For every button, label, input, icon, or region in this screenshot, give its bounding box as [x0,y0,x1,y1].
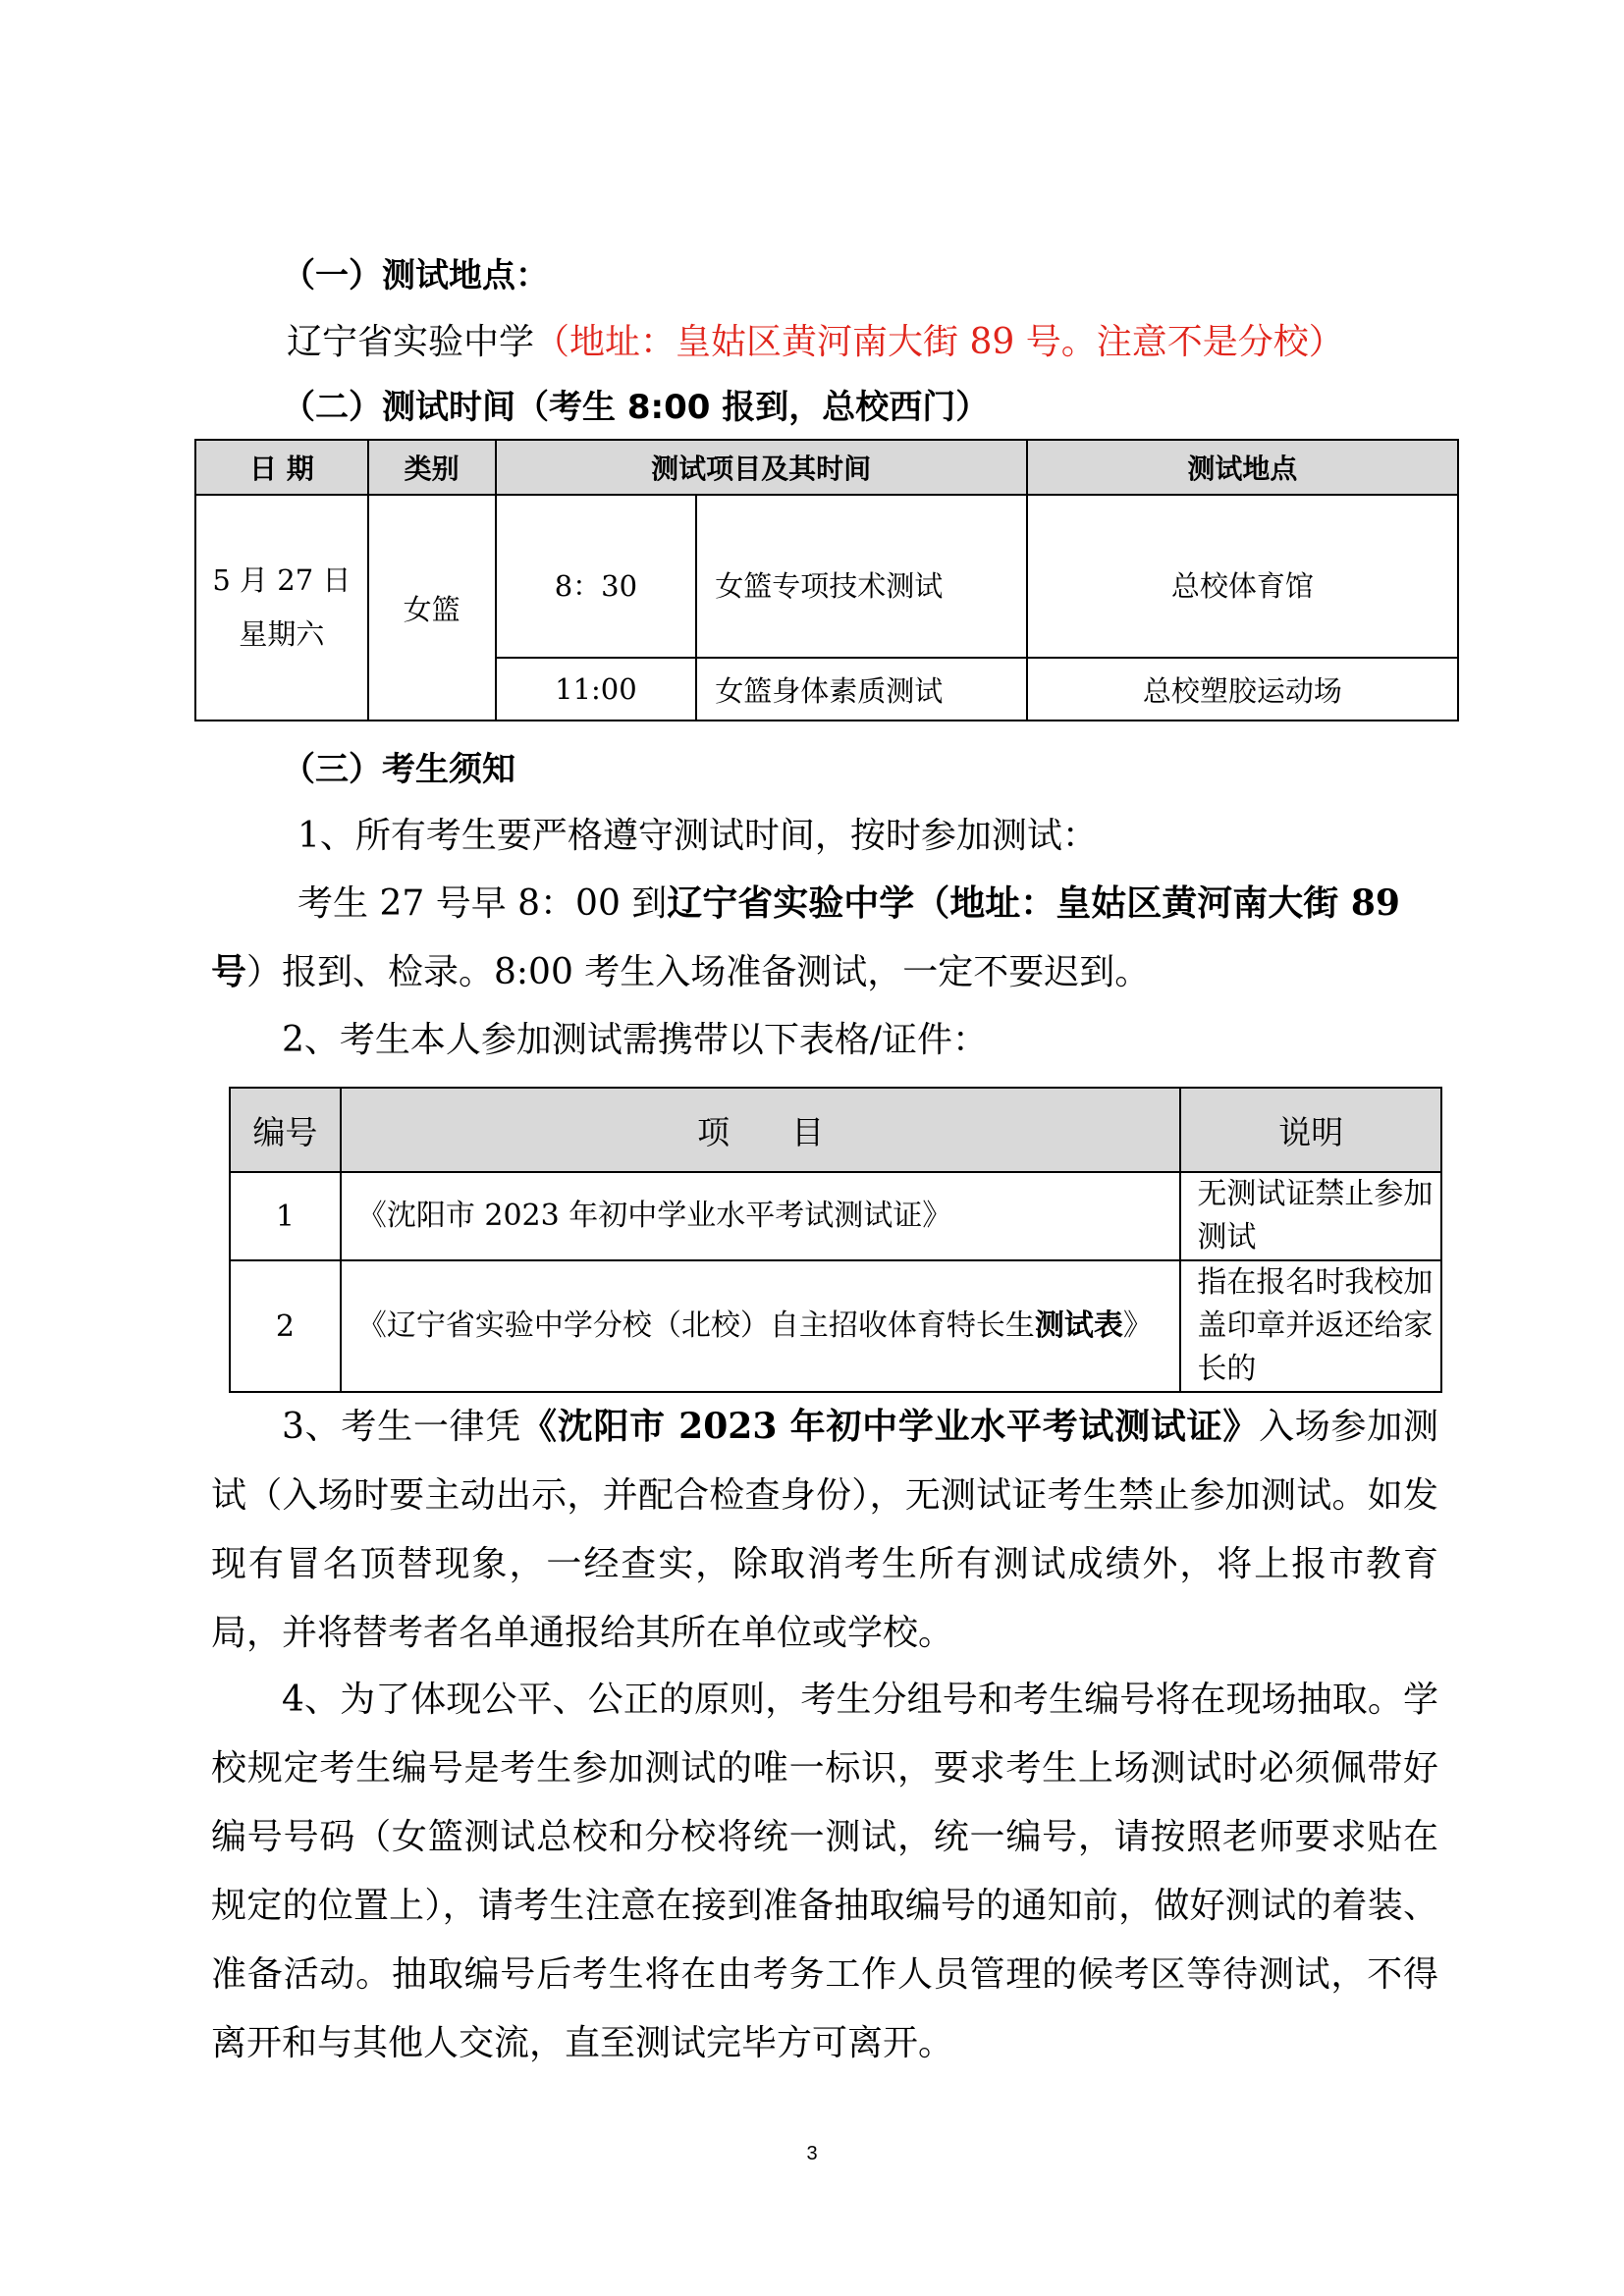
notice-3-certificate: 《沈阳市 2023 年初中学业水平考试测试证》 [521,1406,1260,1447]
documents-table [229,1087,1442,1393]
docs-header-row [230,1088,1441,1172]
docs-item: 《沈阳市 2023 年初中学业水平考试测试证》 [341,1172,1181,1260]
docs-item-text: 《辽宁省实验中学分校（北校）自主招收体育特长生 [356,1308,1035,1343]
docs-note: 无测试证禁止参加测试 [1180,1172,1441,1260]
table-row [230,1172,1441,1260]
docs-header-note: 说明 [1180,1088,1441,1172]
schedule-table [194,439,1459,721]
schedule-date: 5 月 27 日 [212,563,352,597]
notice-4-body: 4、为了体现公平、公正的原则，考生分组号和考生编号将在现场抽取。学校规定考生编号是考生参加测试的唯一标识，要求考生上场测试时必须佩带好编号号码（女篮测试总校和分校将统一测试，统一编号，请按照老师要求贴在规定的位置上），请考生注意在接到准备抽取编号的通知前，做好测试的着装、准备活动。抽取编号后考生将在由考务工作人员管理的候考区等待测试，不得离开和与其他人交流，直至测试完毕方可离开。 [211,1680,1438,2063]
schedule-header-row [195,440,1458,495]
schedule-weekday: 星期六 [239,617,325,651]
notice-item-2: 2、考生本人参加测试需携带以下表格/证件： [282,1020,989,1060]
schedule-header-category: 类别 [368,440,496,495]
notice-item-4 [211,1666,1438,2078]
table-row [230,1260,1441,1392]
venue-name: 辽宁省实验中学 [287,322,535,362]
schedule-time: 11:00 [496,658,697,721]
schedule-location: 总校塑胶运动场 [1027,658,1458,721]
venue-address: （地址：皇姑区黄河南大街 89 号。注意不是分校） [534,322,1344,362]
notice-item-1-detail-cont [211,949,1150,995]
schedule-header-location: 测试地点 [1027,440,1458,495]
schedule-date-cell [195,495,368,721]
section3-heading: （三）考生须知 [282,750,515,789]
notice-3-lead: 3、考生一律凭 [282,1407,521,1447]
section2-heading: （二）测试时间（考生 8:00 报到，总校西门） [282,388,990,427]
docs-number: 2 [230,1260,341,1392]
docs-note: 指在报名时我校加盖印章并返还给家长的 [1180,1260,1441,1392]
schedule-category: 女篮 [368,495,496,721]
notice-item-3 [211,1392,1438,1668]
schedule-item: 女篮身体素质测试 [696,658,1026,721]
schedule-header-items: 测试项目及其时间 [496,440,1027,495]
report-venue-text: 辽宁省实验中学（地址：皇姑区黄河南大街 89 [667,882,1400,924]
notice-3-body: 入场参加测试（入场时要主动出示，并配合检查身份），无测试证考生禁止参加测试。如发现有冒名顶替现象，一经查实，除取消考生所有测试成绩外，将上报市教育局，并将替考者名单通报给其所在单位或学校。 [211,1407,1438,1653]
notice-item-1-detail [298,881,1400,927]
docs-item-tail: 》 [1122,1308,1153,1343]
venue-line [287,320,1344,365]
docs-item [341,1260,1181,1392]
section1-heading: （一）测试地点： [282,256,549,295]
notice-item-1: 1、所有考生要严格遵守测试时间，按时参加测试： [298,816,1098,856]
report-venue-tail: 号 [211,951,247,992]
report-time-text: 考生 27 号早 8：00 到 [298,883,668,924]
schedule-header-date: 日 期 [195,440,368,495]
schedule-time: 8：30 [496,495,697,658]
docs-item-bold: 测试表 [1034,1308,1123,1343]
table-row [195,495,1458,658]
docs-header-number: 编号 [230,1088,341,1172]
docs-number: 1 [230,1172,341,1260]
schedule-location: 总校体育馆 [1027,495,1458,658]
schedule-item: 女篮专项技术测试 [696,495,1026,658]
docs-header-item: 项 目 [341,1088,1181,1172]
page-number: 3 [806,2143,818,2164]
report-instructions: ）报到、检录。8:00 考生入场准备测试，一定不要迟到。 [246,952,1151,992]
